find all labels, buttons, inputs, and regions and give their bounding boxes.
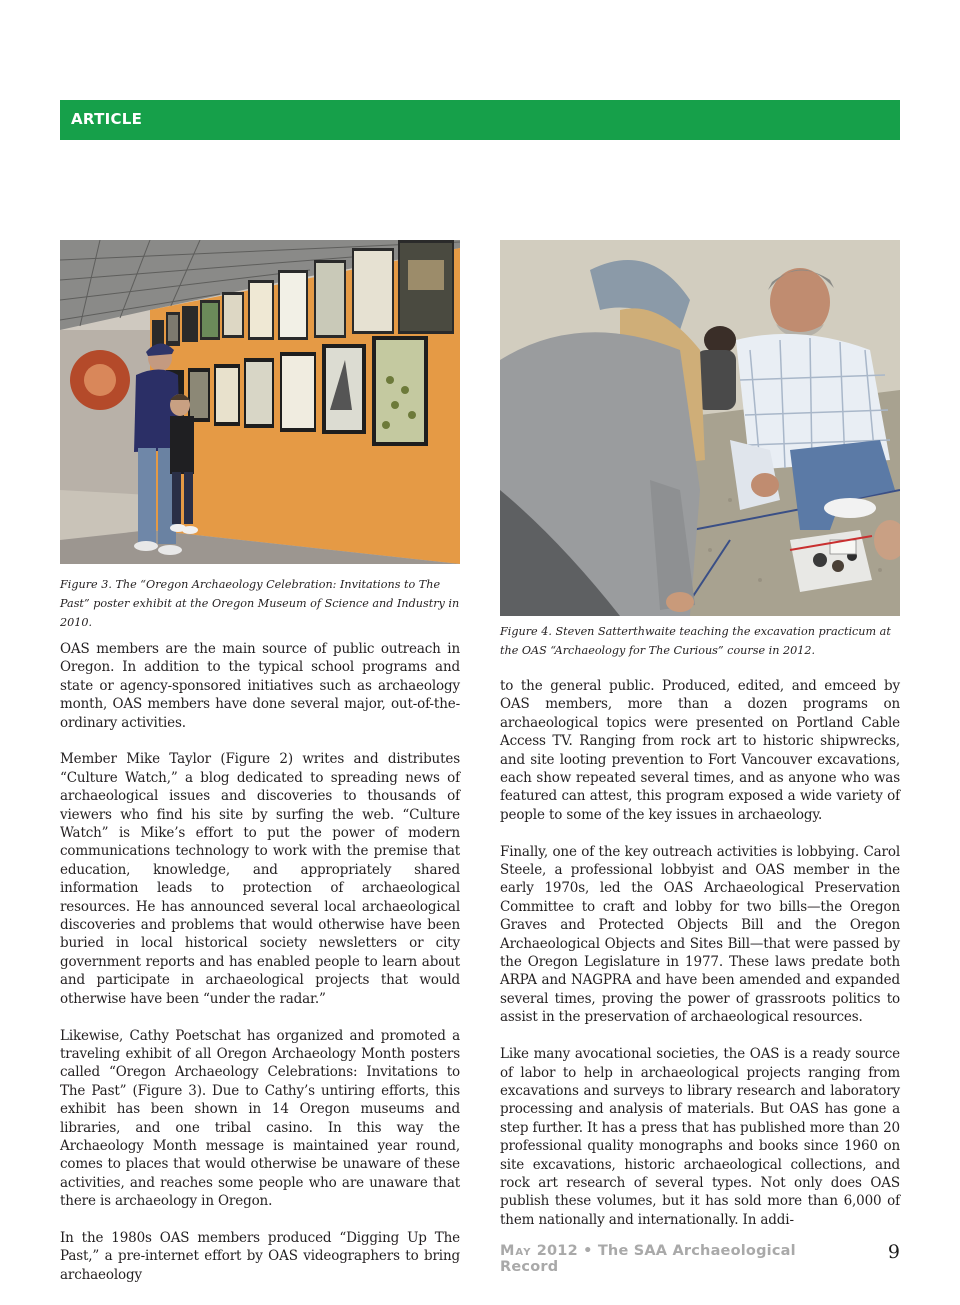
footer-journal-title: The SAA Archaeological Record	[500, 1243, 796, 1275]
paragraph: to the general public. Produced, edited, and emceed by OAS members, more than a dozen programs on archaeological topics were presented on Portland Cable Access TV. Ranging from rock art to historic shipwrecks, and site looting prevention to Fort Vancouver excavations, each show repeated several times, and as anyone who was featured can attest, this program exposed a wide variety of people to some of the key issues in archaeology.	[500, 678, 900, 823]
figure-4-caption: Figure 4. Steven Satterthwaite teaching the excavation practicum at the OAS “Archaeology for The Curious” course in 2012.	[500, 625, 891, 657]
museum-exhibit-image	[60, 240, 460, 564]
paragraph: OAS members are the main source of public outreach in Oregon. In addition to the typical school programs and state or agency-sponsored initiatives such as archaeology month, OAS members have done several major, out-of-the-ordinary activities.	[60, 641, 460, 731]
excavation-practicum-image	[500, 240, 900, 616]
paragraph: In the 1980s OAS members produced “Digging Up The Past,” a pre-internet effort by OAS videographers to bring archaeology	[60, 1229, 460, 1283]
paragraph: Likewise, Cathy Poetschat has organized and promoted a traveling exhibit of all Oregon Archaeology Month posters called “Oregon Archaeology Celebrations: Invitations to The Past” (Figure 3). Due to Cathy’s untiring efforts, this exhibit has been shown in 14 Oregon museums and libraries, and one tribal casino. In this way the Archaeology Month message is maintained year round, comes to places that would otherwise be unaware of these activities, and reaches some people who are unaware that there is archaeology in Oregon.	[60, 1027, 460, 1210]
footer-year: 2012	[536, 1243, 578, 1259]
footer-separator: •	[583, 1243, 593, 1259]
figure-3-caption: Figure 3. The “Oregon Archaeology Celebration: Invitations to The Past” poster exhibit at the Oregon Museum of Science and Industry in 2010.	[60, 578, 460, 629]
paragraph: Like many avocational societies, the OAS is a ready source of labor to help in archaeological projects ranging from excavations and surveys to library research and laboratory processing and analysis of materials. But OAS has gone a step further. It has a press that has published more than 20 professional quality monographs and books since 1960 on site excavations, historic archaeological collections, and rock art research of several types. Not only does OAS publish these volumes, but it has sold more than 6,000 of them nationally and internationally. In addi-	[500, 1046, 900, 1228]
paragraph: Member Mike Taylor (Figure 2) writes and distributes “Culture Watch,” a blog dedicated to spreading news of archaeological issues and discoveries to thousands of viewers who find his site by surfing the web. “Culture Watch” is Mike’s effort to put the power of modern communications technology to work with the premise that education, knowledge, and appropriately shared information leads to protection of archaeological resources. He has announced several local archaeological discoveries and problems that would otherwise have been buried in local historical society newsletters or city government reports and has enabled people to learn about and participate in archaeological projects that would otherwise have been “under the radar.”	[60, 751, 460, 1007]
section-banner	[60, 100, 900, 140]
paragraph: Finally, one of the key outreach activities is lobbying. Carol Steele, a professional lobbyist and OAS member in the early 1970s, led the OAS Archaeological Preservation Committee to craft and lobby for two bills—the Oregon Graves and Protected Objects Bill and the Oregon Archaeological Objects and Sites Bill—that were passed by the Oregon Legislature in 1977. These laws predate both ARPA and NAGPRA and have been amended and expanded several times, proving the power of grassroots politics to assist in the preservation of archaeological resources.	[500, 843, 900, 1026]
page-footer	[500, 1241, 900, 1275]
section-label: ARTICLE	[71, 110, 143, 128]
figure-4-photo	[500, 240, 900, 616]
page-number: 9	[887, 1241, 900, 1263]
article-column-right	[500, 677, 900, 1229]
footer-month: May	[500, 1243, 532, 1259]
article-column-left	[60, 640, 460, 1284]
journal-running-footer	[500, 1243, 840, 1275]
figure-3-photo	[60, 240, 460, 564]
